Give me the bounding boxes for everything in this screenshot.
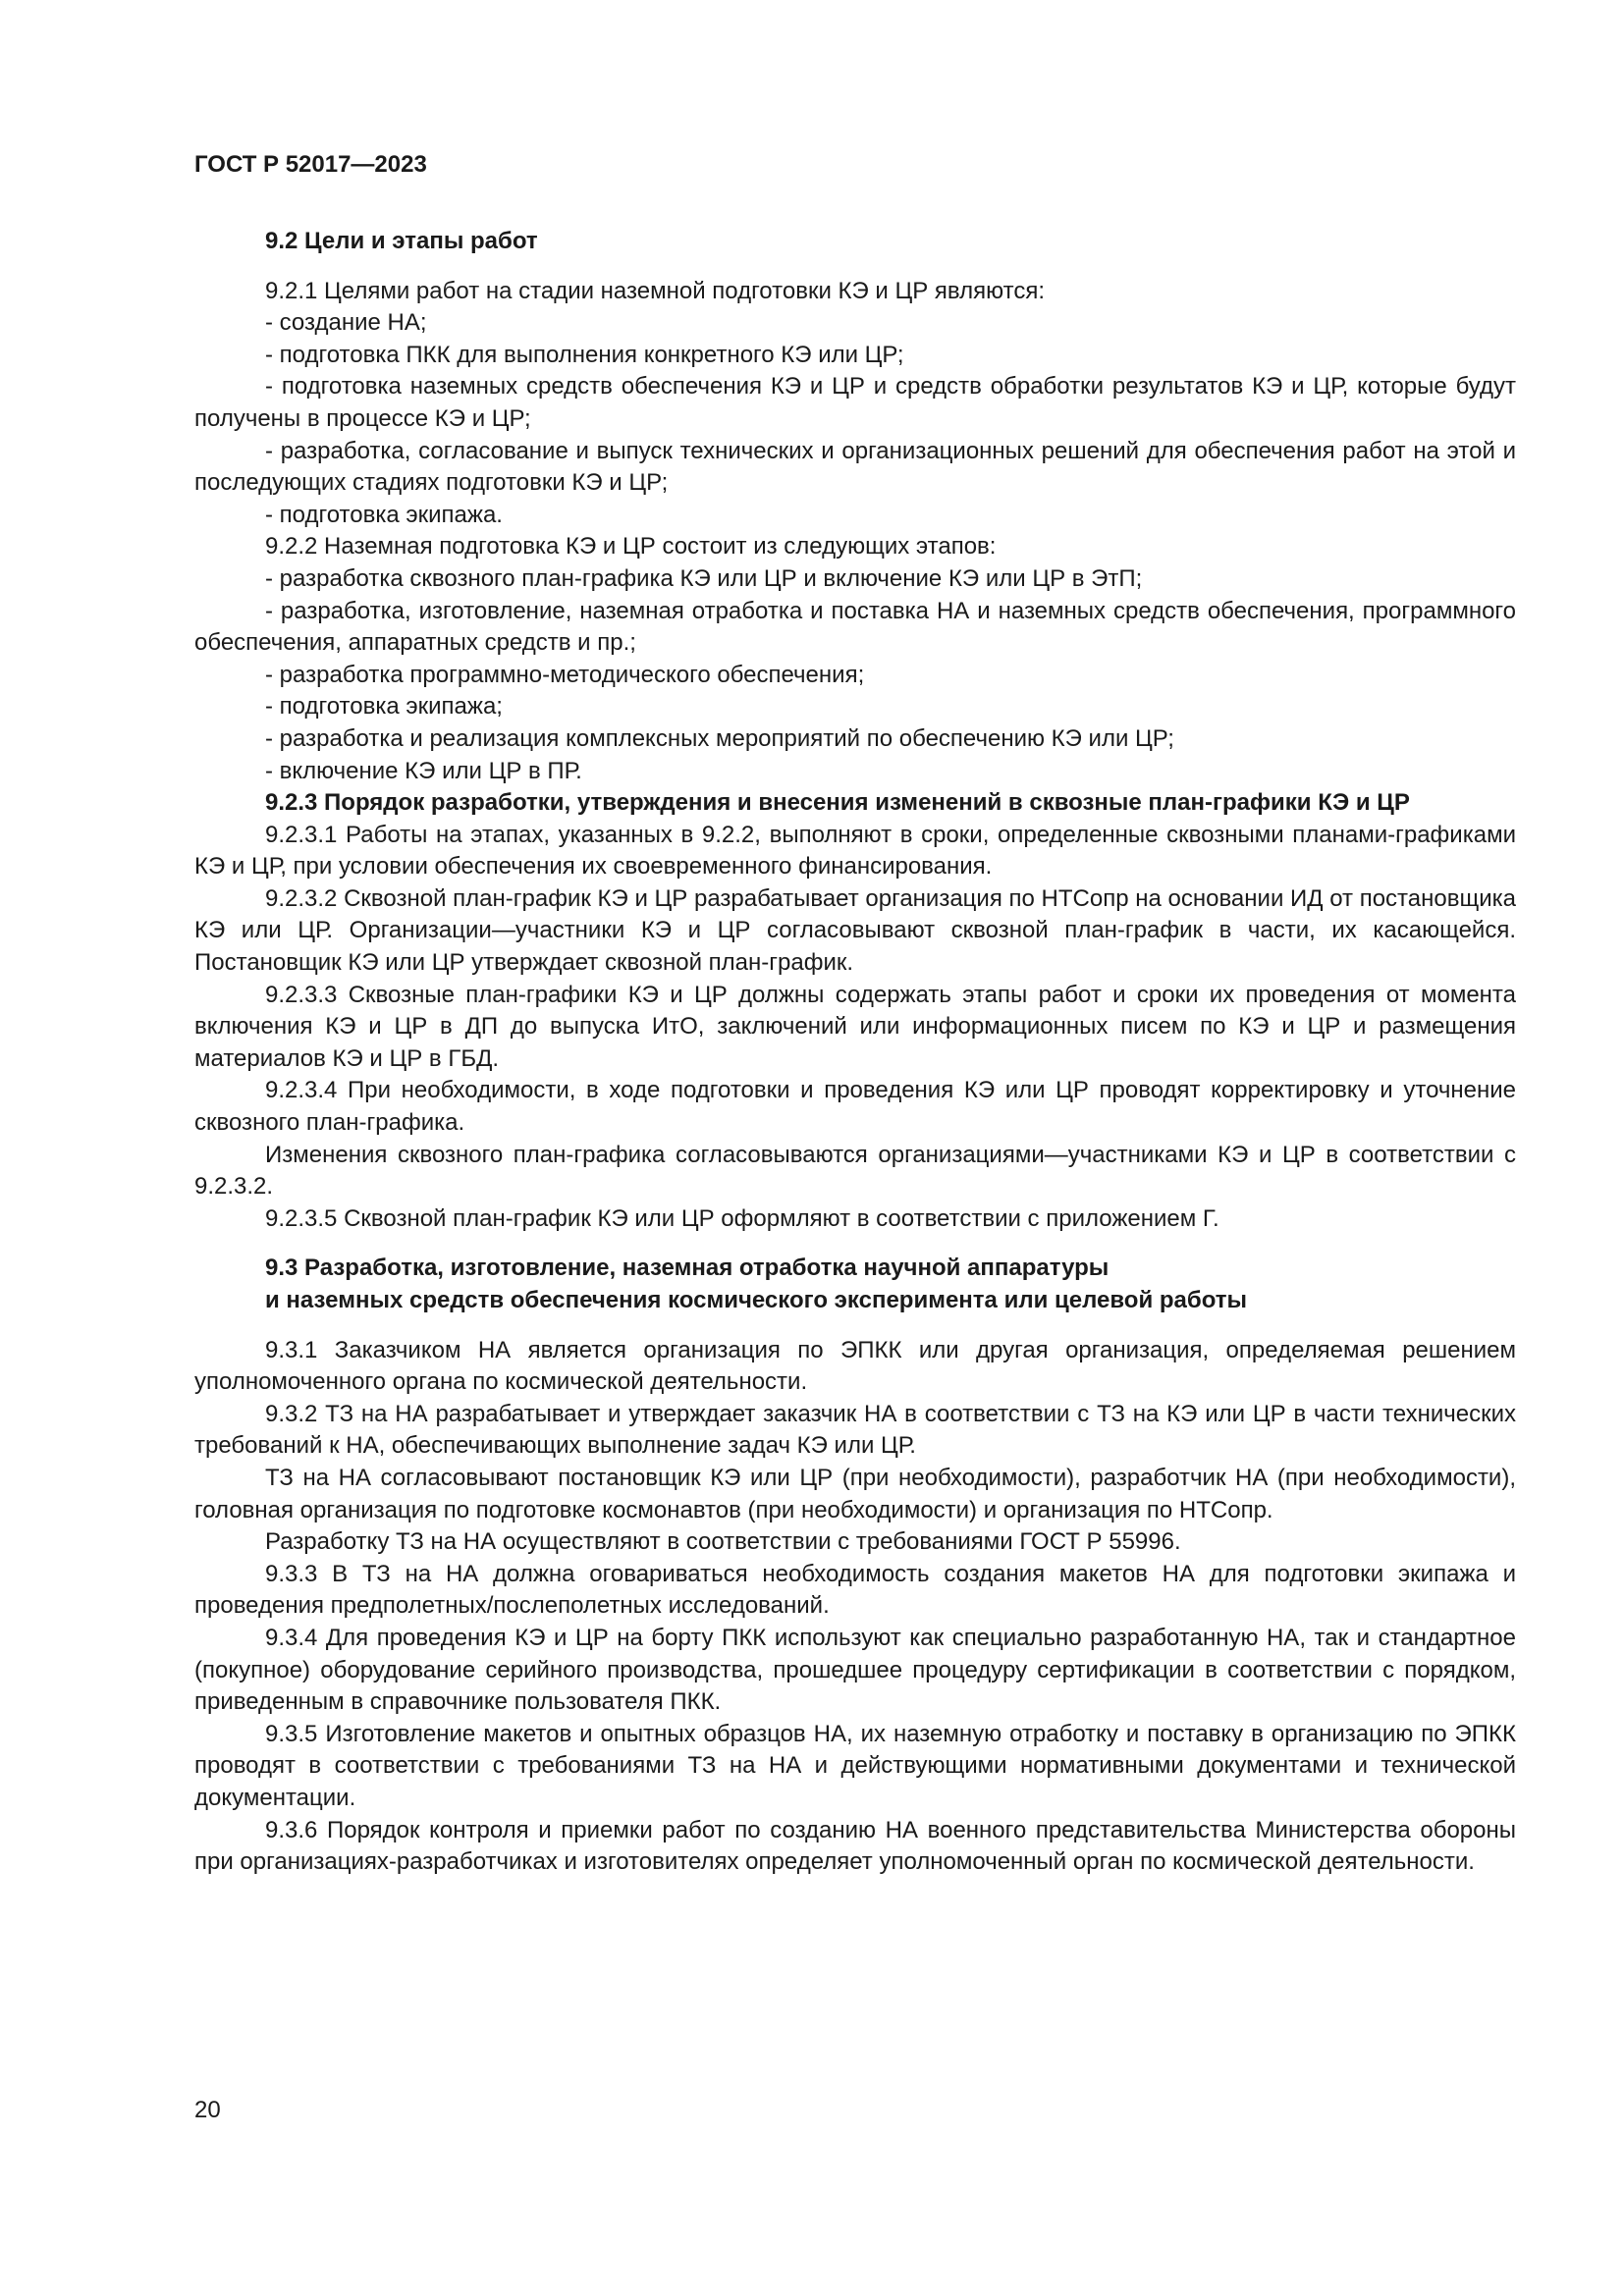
section-heading-9-3-line1: 9.3 Разработка, изготовление, наземная отработка научной аппаратуры [265, 1255, 1110, 1282]
paragraph-9-2-3-1: 9.2.3.1 Работы на этапах, указанных в 9.2.2, выполняют в сроки, определенные сквозными планами-графиками КЭ и ЦР, при условии обеспечения их своевременного финансирования. [194, 821, 1516, 881]
section-heading-9-2: 9.2 Цели и этапы работ [265, 228, 538, 254]
paragraph-9-2-3-5: 9.2.3.5 Сквозной план-график КЭ или ЦР оформляют в соответствии с приложением Г. [265, 1204, 1219, 1232]
paragraph-9-2-3-4: 9.2.3.4 При необходимости, в ходе подготовки и проведения КЭ или ЦР проводят корректировку и уточнение сквозного план-графика. [194, 1077, 1516, 1137]
list-item: - подготовка экипажа; [265, 693, 503, 721]
paragraph-9-3-5: 9.3.5 Изготовление макетов и опытных образцов НА, их наземную отработку и поставку в организацию по ЭПКК проводят в соответствии с требованиями ТЗ на НА и действующими нормативными документами и технической документации. [194, 1720, 1516, 1811]
paragraph-9-2-2: 9.2.2 Наземная подготовка КЭ и ЦР состоит из следующих этапов: [265, 533, 997, 561]
paragraph-9-2-1: 9.2.1 Целями работ на стадии наземной подготовки КЭ и ЦР являются: [265, 277, 1045, 304]
section-heading-9-3-line2: и наземных средств обеспечения космического эксперимента или целевой работы [265, 1287, 1248, 1313]
list-item: - разработка, изготовление, наземная отработка и поставка НА и наземных средств обеспечения, программного обеспечения, аппаратных средств и пр.; [194, 597, 1516, 657]
list-item: - включение КЭ или ЦР в ПР. [265, 757, 582, 784]
paragraph-tz-development: Разработку ТЗ на НА осуществляют в соответствии с требованиями ГОСТ Р 55996. [265, 1528, 1181, 1556]
page-number: 20 [194, 2097, 221, 2123]
list-item: - подготовка ПКК для выполнения конкретного КЭ или ЦР; [265, 341, 904, 368]
document-code-header: ГОСТ Р 52017—2023 [194, 151, 427, 178]
list-item: - разработка и реализация комплексных мероприятий по обеспечению КЭ или ЦР; [265, 724, 1174, 752]
paragraph-tz-agreement: ТЗ на НА согласовывают постановщик КЭ или ЦР (при необходимости), разработчик НА (при необходимости), головная организация по подготовке космонавтов (при необходимости) и организация по НТСопр. [194, 1464, 1516, 1523]
subsection-heading-9-2-3: 9.2.3 Порядок разработки, утверждения и внесения изменений в сквозные план-графики КЭ и ЦР [265, 789, 1410, 817]
paragraph-9-3-2: 9.3.2 ТЗ на НА разрабатывает и утверждает заказчик НА в соответствии с ТЗ на КЭ или ЦР в части технических требований к НА, обеспечивающих выполнение задач КЭ или ЦР. [194, 1400, 1516, 1460]
paragraph-9-3-1: 9.3.1 Заказчиком НА является организация по ЭПКК или другая организация, определяемая решением уполномоченного органа по космической деятельности. [194, 1336, 1516, 1396]
paragraph-9-2-3-2: 9.2.3.2 Сквозной план-график КЭ и ЦР разрабатывает организация по НТСопр на основании ИД от постановщика КЭ или ЦР. Организации—участники КЭ и ЦР согласовывают сквозной план-график в части, их касающейся. Постановщик КЭ или ЦР утверждает сквозной план-график. [194, 884, 1516, 977]
document-body [194, 226, 1516, 1879]
list-item: - создание НА; [265, 309, 427, 337]
paragraph-changes: Изменения сквозного план-графика согласовываются организациями—участниками КЭ и ЦР в соответствии с 9.2.3.2. [194, 1141, 1516, 1201]
paragraph-9-3-3: 9.3.3 В ТЗ на НА должна оговариваться необходимость создания макетов НА для подготовки экипажа и проведения предполетных/послеполетных исследований. [194, 1560, 1516, 1620]
list-item: - разработка сквозного план-графика КЭ или ЦР и включение КЭ или ЦР в ЭтП; [265, 564, 1143, 592]
list-item: - подготовка экипажа. [265, 501, 503, 528]
paragraph-9-2-3-3: 9.2.3.3 Сквозные план-графики КЭ и ЦР должны содержать этапы работ и сроки их проведения от момента включения КЭ и ЦР в ДП до выпуска ИтО, заключений или информационных писем по КЭ и ЦР и размещения материалов КЭ и ЦР в ГБД. [194, 981, 1516, 1072]
list-item: - подготовка наземных средств обеспечения КЭ и ЦР и средств обработки результатов КЭ и ЦР, которые будут получены в процессе КЭ и ЦР; [194, 373, 1516, 432]
paragraph-9-3-4: 9.3.4 Для проведения КЭ и ЦР на борту ПКК используют как специально разработанную НА, так и стандартное (покупное) оборудование серийного производства, прошедшее процедуру сертификации в соответствии с порядком, приведенным в справочнике пользователя ПКК. [194, 1624, 1516, 1716]
list-item: - разработка программно-методического обеспечения; [265, 661, 865, 688]
paragraph-9-3-6: 9.3.6 Порядок контроля и приемки работ по созданию НА военного представительства Министерства обороны при организациях-разработчиках и изготовителях определяет уполномоченный орган по космической деятельности. [194, 1816, 1516, 1876]
list-item: - разработка, согласование и выпуск технических и организационных решений для обеспечения работ на этой и последующих стадиях подготовки КЭ и ЦР; [194, 437, 1516, 497]
